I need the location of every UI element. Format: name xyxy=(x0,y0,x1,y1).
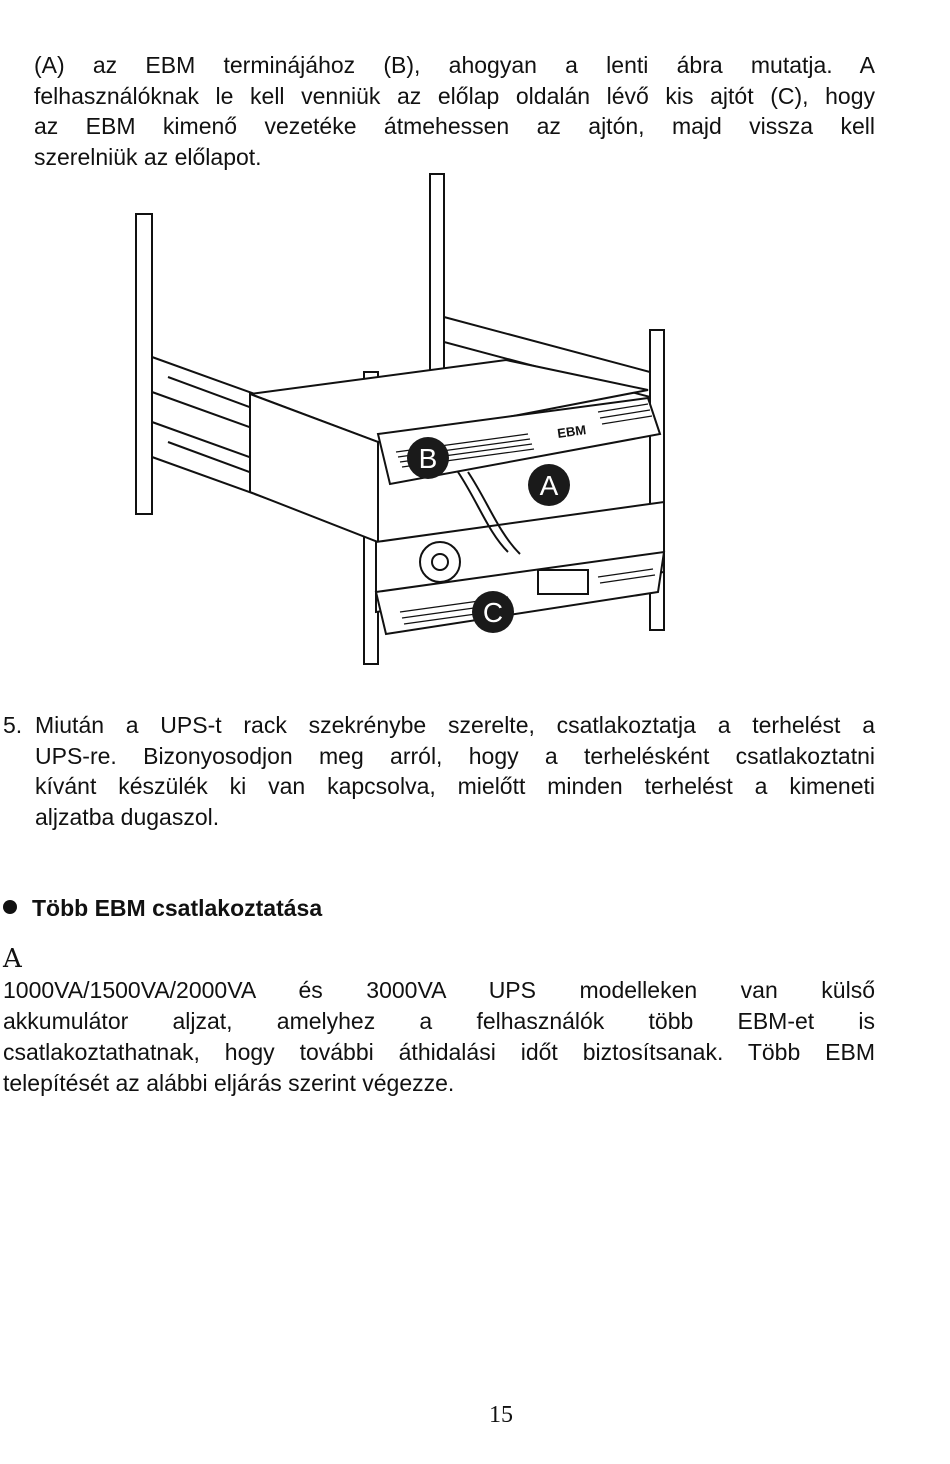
bullet-icon xyxy=(3,900,17,914)
multi-line: telepítését az alábbi eljárás szerint végezze. xyxy=(3,1070,455,1096)
callout-c xyxy=(472,591,514,633)
ebm-label: EBM xyxy=(556,422,588,441)
multi-ebm-paragraph xyxy=(3,944,875,1099)
multi-line-first-rest: 1000VA/1500VA/2000VA és 3000VA UPS modelleken van külső xyxy=(3,977,875,1003)
step-line: Miután a UPS-t rack szekrénybe szerelte, csatlakoztatja a terhelést a xyxy=(35,712,875,738)
section-heading xyxy=(3,895,322,922)
section-heading-text: Több EBM csatlakoztatása xyxy=(32,895,323,921)
intro-line: az EBM kimenő vezetéke átmehessen az ajtón, majd vissza kell xyxy=(34,113,875,139)
callout-b xyxy=(407,437,449,479)
step-number: 5. xyxy=(3,712,23,738)
callout-a xyxy=(528,464,570,506)
step-line: UPS-re. Bizonyosodjon meg arról, hogy a terhelésként csatlakoztatni xyxy=(35,742,875,769)
svg-text:C: C xyxy=(482,597,504,628)
multi-line: csatlakoztathatnak, hogy további áthidalási időt biztosítsanak. Több EBM xyxy=(3,1039,875,1065)
step-line: kívánt készülék ki van kapcsolva, mielőtt minden terhelést a kimeneti xyxy=(35,773,875,799)
intro-line: felhasználóknak le kell venniük az előlap oldalán lévő kis ajtót (C), hogy xyxy=(34,82,875,109)
svg-text:B: B xyxy=(418,443,438,474)
page-number: 15 xyxy=(489,1402,513,1428)
step-5 xyxy=(3,710,875,832)
step-line: aljzatba dugaszol. xyxy=(35,803,220,830)
multi-line-first xyxy=(3,944,875,1006)
svg-text:A: A xyxy=(539,470,559,501)
drop-letter: A xyxy=(3,944,22,974)
multi-line: akkumulátor aljzat, amelyhez a felhasználók több EBM-et is xyxy=(3,1008,875,1034)
intro-line: szerelniük az előlapot. xyxy=(34,143,262,170)
intro-line: (A) az EBM terminájához (B), ahogyan a lenti ábra mutatja. A xyxy=(34,52,875,78)
intro-paragraph xyxy=(34,50,875,172)
ups-rack-illustration xyxy=(128,172,673,672)
